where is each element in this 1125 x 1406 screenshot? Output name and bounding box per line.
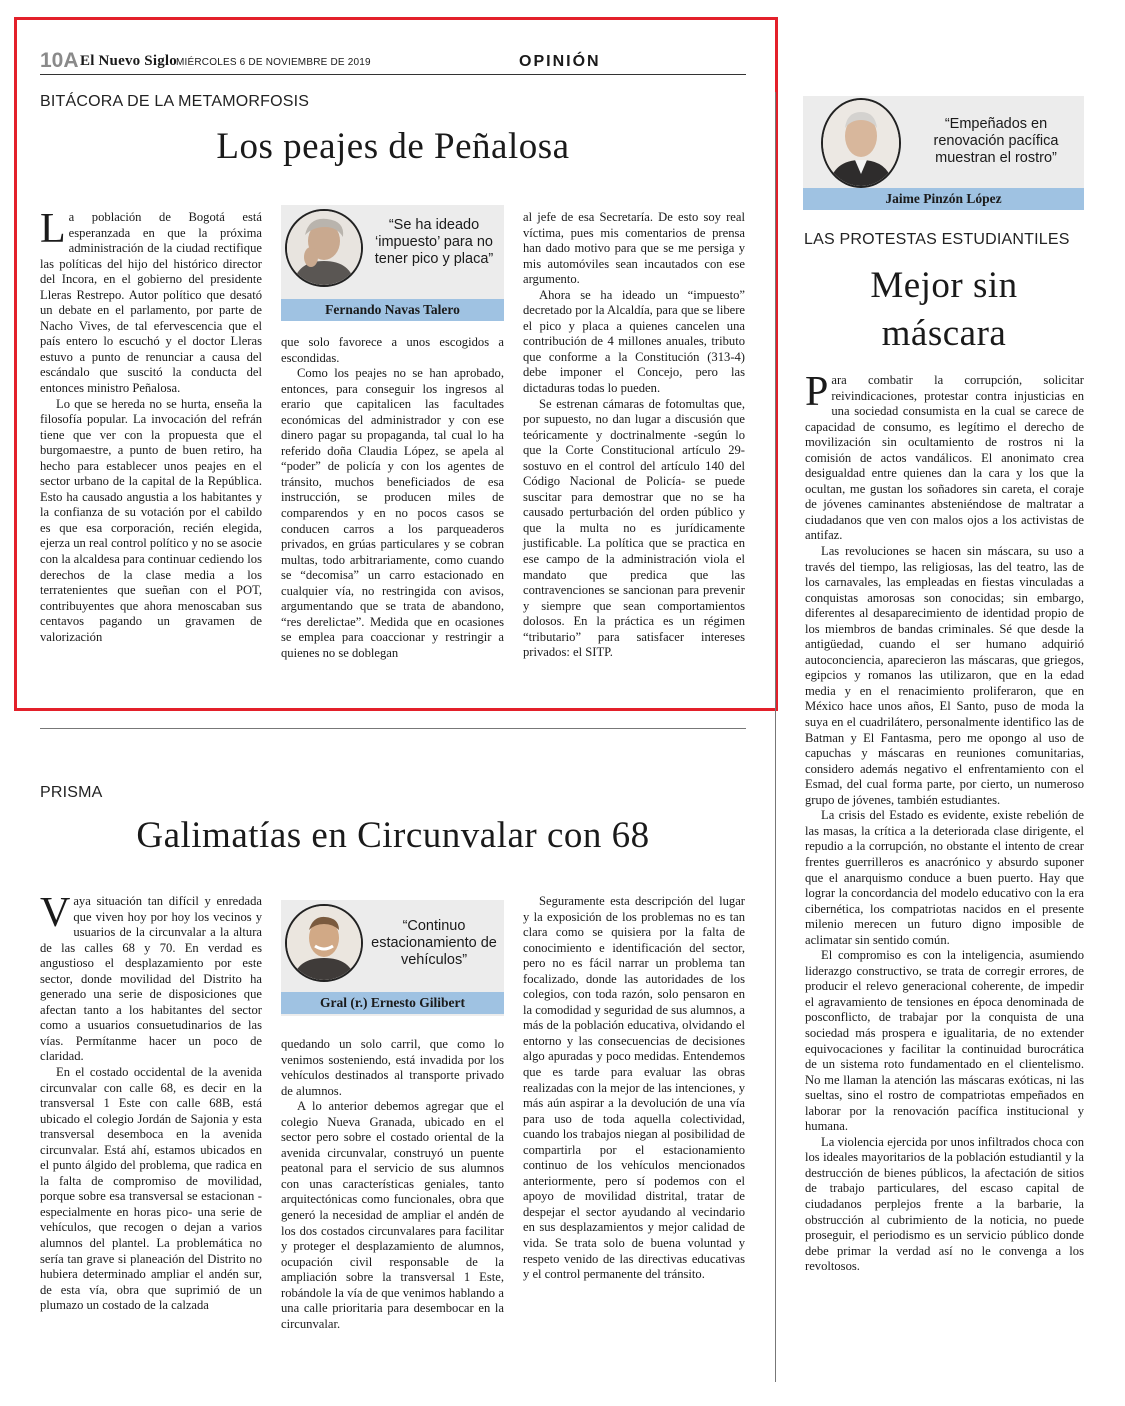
article1-kicker: BITÁCORA DE LA METAMORFOSIS	[40, 93, 310, 110]
section-name: OPINIÓN	[519, 53, 601, 70]
headline-line: máscara	[881, 313, 1007, 354]
article2-paragraph: A lo anterior debemos agregar que el colegio Nueva Granada, ubicado en el sector pero sobre el costado oriental de la avenida circunvalar, construyó un puente peatonal para el servicio de sus alumnos con unas características geniales, tanto arquitectónicas como funcionales, obra que generó la necesidad de ampliar el andén de los dos costados circunvalares para facilitar y proteger el desplazamiento de alumnos, ocupación civil responsable de la ampliación sobre la transversal 1 Este, robándole la vía de que venimos hablando a una calle prioritaria para desembocar en la circunvalar.	[281, 1099, 504, 1331]
article1-paragraph	[40, 206, 262, 397]
article3-paragraph: La crisis del Estado es evidente, existe rebelión de las masas, la crítica a la deteriorada clase dirigente, el repudio a la corrupción, no obstante el intento de crear frentes guerrilleros es anacrónico y absurdo suponer que el anarquismo conduce a buen puerto. Hay que lograr la concordancia del modelo educativo con la era cibernética, los compatriotas nacidos en el presente milenio merecen un futuro digno imposible de aclimatar sin sentido común.	[805, 808, 1084, 947]
article2-quote-box	[281, 900, 504, 1016]
page-number: 10A	[40, 49, 79, 72]
article3-paragraph: El compromiso es con la inteligencia, asumiendo liderazgo constructivo, se trata de corregir errores, de producir el relevo generacional coherente, de impedir el agravamiento de tensiones en época denominada de posconflicto, de trabajar por la conquista de una sociedad más prospera e igualitaria, de no extender equivocaciones y facilitar la continuidad burocrática de un sistema roto fundamentado en el clientelismo. No me llaman la atención las máscaras exóticas, ni las sueltas, sino el rostro de compatriotas empeñados en laborar por la renovación pacífica institucional y humana.	[805, 948, 1084, 1134]
article2-quote: “Continuo estacionamiento de vehículos”	[371, 918, 497, 968]
article2-column-3	[523, 894, 745, 1283]
article3-headline	[804, 262, 1084, 358]
article3-author: Jaime Pinzón López	[803, 188, 1084, 210]
article1-paragraph: al jefe de esa Secretaría. De esto soy real víctima, pues mis comentarios de prensa han dado motivo para que se me persiga y mis automóviles sean incautados con ese argumento.	[523, 210, 745, 287]
article3-paragraph: La violencia ejercida por unos infiltrados choca con los ideales mayoritarios de la población estudiantil y la destrucción de bienes públicos, la afectación de sitios de trabajo particulares, del escaso capital de ciudadanos perplejos frente a la barbarie, la obstrucción al cubrimiento de la noticia, no puede proseguir, el periodismo es un servicio público donde debe primar la verdad así no le convenga a los revoltosos.	[805, 1134, 1084, 1274]
paragraph-text: ara combatir la corrupción, solicitar reivindicaciones, protestar contra injusticias en una sociedad consumista en la cual se carece de capacidad de consumo, es legítimo el derecho de movilización sin ocultamiento de rostros ni la comisión de actos vandálicos. El anonimato crea desigualdad entre quienes dan la cara y los que la ocultan, me gustan los soñadores sin careta, el coraje de jóvenes caminantes absteniéndose de maltratar a ciudadanos que ven con malos ojos a los activistas de antifaz.	[805, 373, 1084, 543]
article1-author: Fernando Navas Talero	[281, 299, 504, 321]
article2-paragraph: Seguramente esta descripción del lugar y la exposición de los problemas no es tan clara como se quisiera por la falta de conocimiento e identificación del sector, pero no es fácil narrar un problema tan focalizado, donde las autoridades de los colegios, con toda razón, solo pensaron en la comodidad y seguridad de sus alumnos, a más de la población educativa, olvidando el entorno y las consecuencias de decisiones algo apuradas y poco medidas. Entendemos que es tarde para evaluar las obras realizadas con la mejor de las intenciones, y más aún aspirar a la devolución de una vía para uso de toda aquella colectividad, cuando los trabajos niegan al posibilidad de compartirla por el estacionamiento continuo de los vehículos mencionados anteriormente, pero sí podemos con el apoyo de movilidad distrital, tratar de despejar el sector ayudando al vecindario en sus desplazamientos y mejor calidad de vida. Se trata solo de buena voluntad y respeto venido de las directivas educativas y el control permanente del tránsito.	[523, 894, 745, 1282]
paragraph-text: a población de Bogotá está esperanzada en que la próxima administración de la ciudad rectifique las políticas del hijo del histórico director del Incora, en el gobierno del presidente Lleras Restrepo. Autor político que desató un debate en el parlamento, por parte de Nacho Vives, de tal efervescencia que el país entero lo escuchó y el doctor Lleras estuvo a punto de renunciar a causa del escándalo que suscitó la conducta del entonces ministro Peñalosa.	[40, 210, 262, 396]
drop-cap: L	[40, 206, 66, 252]
article3-quote: “Empeñados en renovación pacífica muestran el rostro”	[933, 116, 1059, 166]
article3-kicker: LAS PROTESTAS ESTUDIANTILES	[804, 231, 1070, 248]
article1-headline: Los peajes de Peñalosa	[216, 126, 570, 167]
issue-date: MIÉRCOLES 6 DE NOVIEMBRE DE 2019	[176, 57, 371, 68]
article3-paragraph	[805, 369, 1084, 544]
author-portrait	[821, 98, 901, 188]
article3-body	[805, 369, 1084, 1275]
article2-paragraph: quedando un solo carril, que como lo venimos sosteniendo, está invadida por los vehículos destinados al transporte privado de alumnos.	[281, 1037, 504, 1098]
article3-quote-box	[803, 96, 1084, 210]
article1-quote-box	[281, 205, 504, 321]
article3-paragraph: Las revoluciones se hacen sin máscara, su uso a través del tiempo, las religiosas, las del teatro, las de los carnavales, las empleadas en fiestas vinculadas a conquistas amorosas son conocidas; sin embargo, diferentes al desaparecimiento de identidad propio de los miembros de bandas criminales. Sé que desde la antigüedad, cuando el ser humano adquirió autoconciencia, aparecieron las máscaras, que griegos, egipcios y romanos las utilizaron, que en la edad media y en el renacimiento proliferaron, que en México hace unos años, El Santo, puso de moda la suya en el cuadrilátero, personalmente identifico las de Batman y El Fantasma, pero me opongo al uso de capuchas y máscaras en reuniones comunitarias, considero además negativo el enfrentamiento con el Esmad, del cual forma parte, por cierto, un numeroso grupo de jóvenes, también estudiantes.	[805, 544, 1084, 807]
portrait-icon	[287, 211, 361, 285]
article-divider	[40, 728, 746, 729]
column-divider	[775, 92, 776, 1382]
article1-quote: “Se ha ideado ‘impuesto’ para no tener pico y placa”	[374, 217, 494, 267]
article1-column-2	[281, 335, 504, 661]
drop-cap: P	[805, 369, 829, 415]
article1-paragraph: Como los peajes no se han aprobado, entonces, para conseguir los ingresos al erario que capitalicen las facultades económicas del administrador y con ese dinero pagar su propaganda, tal cual lo ha referido doña Claudia López, se apela al “poder” de policía y con los agentes de tránsito, muchos beneficiados de esa instrucción, se producen miles de comparendos y en no pocos casos se conducen carros a los parqueaderos privados, en grúas particulares y se cobran multas, todo arbitrariamente, como cuando se “decomisa” un carro estacionado en cualquier vía, no restringida con avisos, argumentando que se trata de abandono, “res derelictae”. Medida que en ocasiones se emplea para coaccionar y restringir a quienes no se doblegan	[281, 366, 504, 660]
portrait-icon	[823, 100, 899, 186]
article2-column-1	[40, 890, 262, 1314]
article2-headline: Galimatías en Circunvalar con 68	[136, 815, 650, 856]
article1-paragraph: Ahora se ha ideado un “impuesto” decretado por la Alcaldía, para que se libere el pico y placa a quienes cancelen una contribución de 4 millones anuales, tributo que conforme a la Constitución (313-4) debe imponer el Concejo, pero las dictaduras todas lo pueden.	[523, 287, 745, 396]
portrait-icon	[287, 906, 361, 980]
article2-paragraph	[40, 890, 262, 1065]
author-portrait	[285, 904, 363, 982]
newspaper-name: El Nuevo Siglo	[80, 53, 177, 69]
article1-paragraph: Se estrenan cámaras de fotomultas que, por supuesto, no dan lugar a discusión que teóricamente y doctrinalmente -según lo que la Corte Constitucional artículo 29- sostuvo en el control del artículo 140 del Código Nacional de Policía- se puede suscitar para demostrar que no se ha causado perturbación del orden público y que la multa no es jurídicamente justificable. La política que se practica en ese campo de la administración viola el mandato que predica que las contravenciones se sancionan para prevenir y siempre que sean comportamientos dolosos. En la práctica es un régimen “tributario” para satisfacer intereses privados: el SITP.	[523, 396, 745, 660]
article1-paragraph: que solo favorece a unos escogidos a escondidas.	[281, 335, 504, 365]
author-portrait	[285, 209, 363, 287]
paragraph-text: aya situación tan difícil y enredada que viven hoy por hoy los vecinos y usuarios de la circunvalar a la altura de las calles 68 y 70. En verdad es angustioso el desplazamiento por este sector, donde movilidad del Distrito ha generado una serie de disposiciones que afectan tanto a los habitantes del sector como a usuarios consuetudinarios de las vías. Permítanme hacer un poco de claridad.	[40, 894, 262, 1064]
article1-column-3	[523, 210, 745, 661]
article2-column-2	[281, 1037, 504, 1332]
drop-cap: V	[40, 890, 71, 936]
article1-column-1	[40, 206, 262, 645]
headline-line: Mejor sin	[870, 265, 1018, 306]
article2-author: Gral (r.) Ernesto Gilibert	[281, 992, 504, 1014]
article2-paragraph: En el costado occidental de la avenida circunvalar con calle 68, es decir en la transversal 1 Este con calle 68B, está ubicado el colegio Jordán de Sajonia y esta transversal desemboca en la avenida circunvalar. Está ahí, estamos ubicados en el punto álgido del problema, que radica en la falta de compromiso de movilidad, porque sobre esa transversal se estacionan -especialmente en horas pico- una serie de vehículos, que recogen o dejan a varios alumnos del plantel. La problemática no sería tan grave si planeación del Distrito no hubiera determinado ampliar el andén sur, de esta vía, obra que suprimió de un plumazo un costado de la calzada	[40, 1065, 262, 1313]
article1-paragraph: Lo que se hereda no se hurta, enseña la filosofía popular. La invocación del refrán tiene que ver con la propuesta que el burgomaestre, a punto de buen retiro, ha hecho para establecer unos peajes en el sector urbano de la capital de la República. Esto ha causado angustia a los habitantes y la confianza de su votación por el cabildo es que esa corporación, recién elegida, ejerza un real control político y no se asocie con la alcaldesa para continuar cediendo los derechos de la clase media a los terratenientes que sueñan con el POT, contribuyentes que ahora menoscaban sus centavos pagando un gravamen de valorización	[40, 396, 262, 644]
article2-kicker: PRISMA	[40, 784, 103, 801]
